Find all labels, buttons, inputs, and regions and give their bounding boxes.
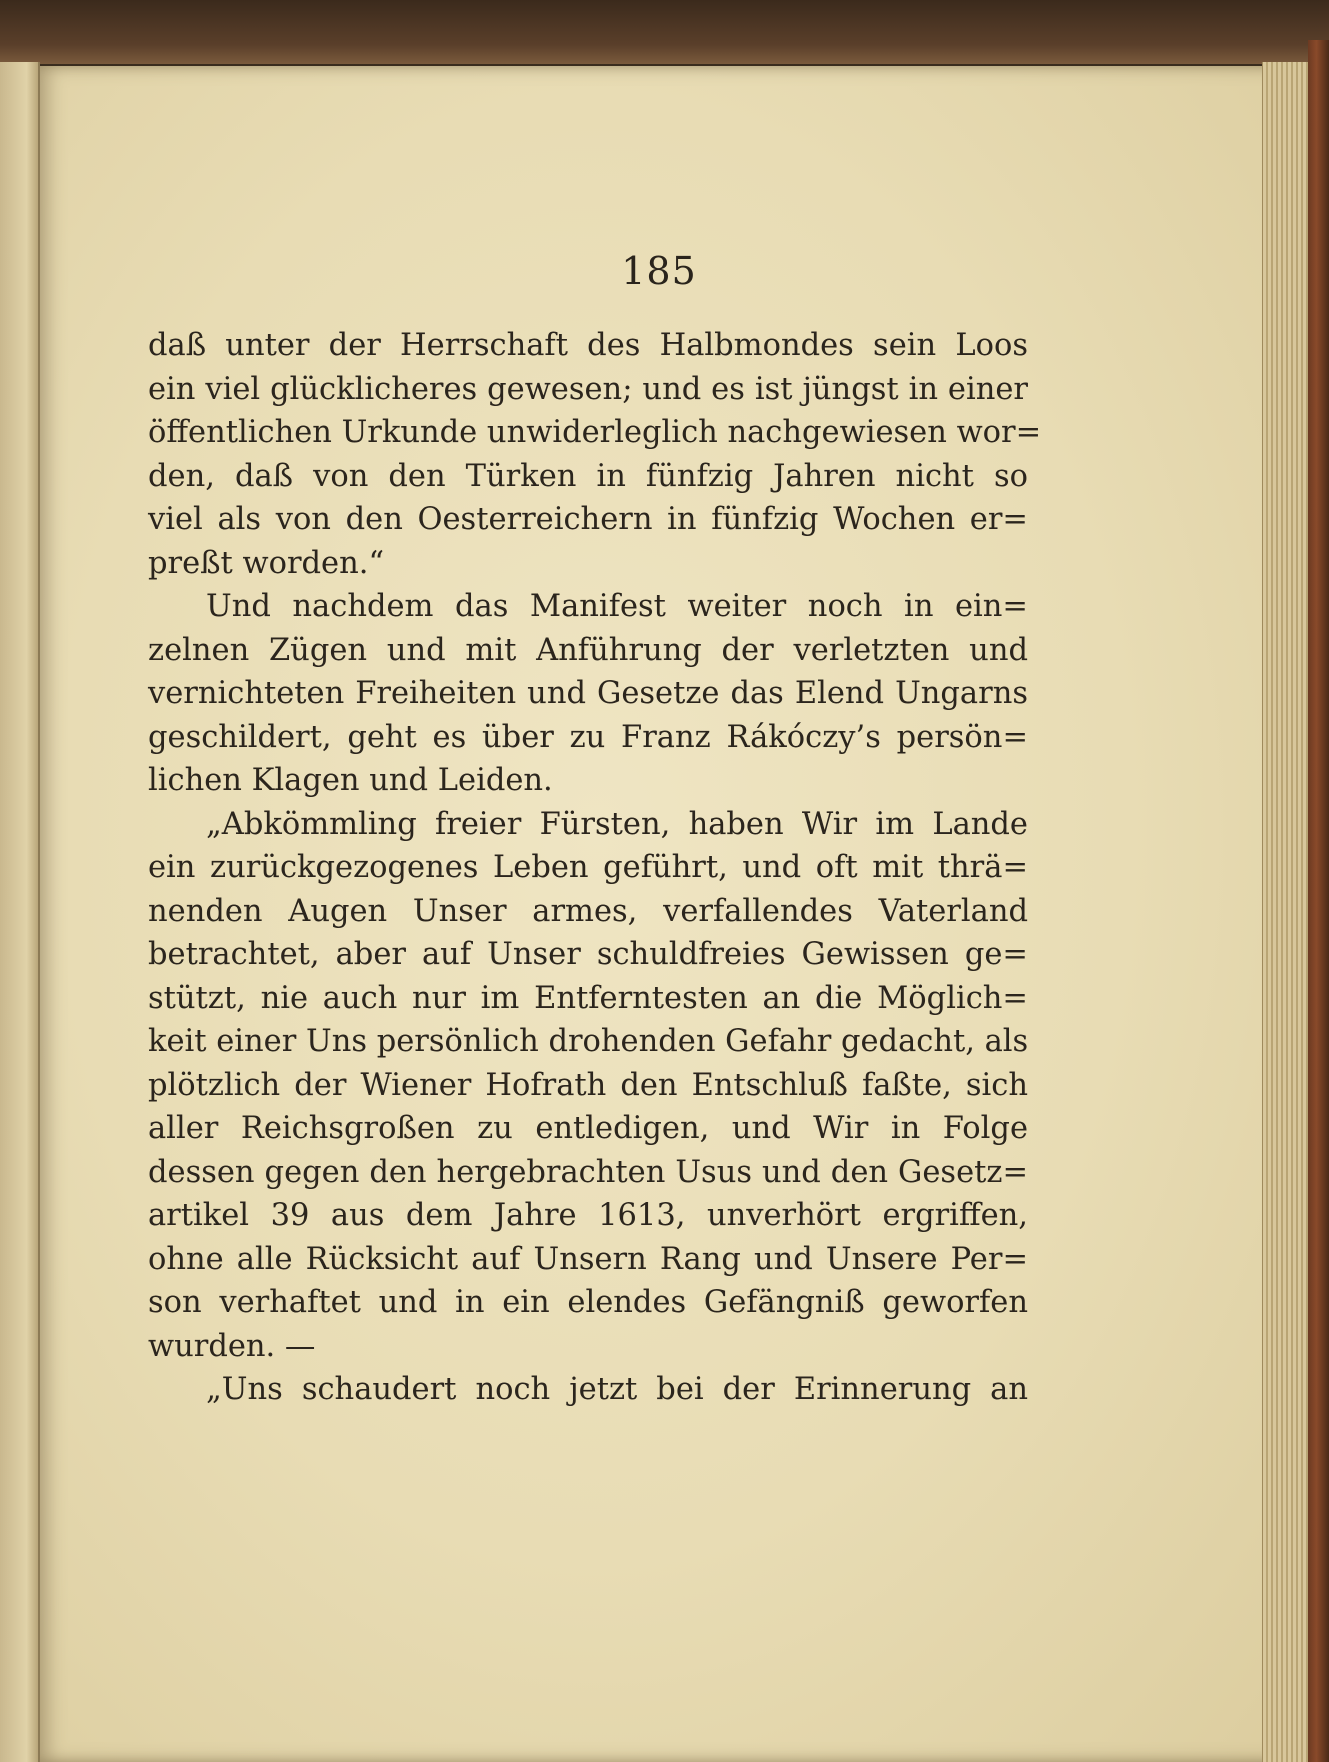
body-text bbox=[148, 324, 1042, 1412]
text-line: son verhaftet und in ein elendes Gefängniß geworfen bbox=[148, 1285, 1028, 1320]
text-line: stützt, nie auch nur im Entferntesten an die Möglich= bbox=[148, 980, 1028, 1016]
text-line: ein zurückgezogenes Leben geführt, und oft mit thrä= bbox=[148, 850, 1028, 885]
text-line: ohne alle Rücksicht auf Unsern Rang und Unsere Per= bbox=[148, 1241, 1028, 1277]
facing-page-edge bbox=[0, 62, 40, 1762]
page-block-edges bbox=[1262, 62, 1311, 1762]
text-line: wurden. — bbox=[148, 1328, 316, 1364]
text-line: viel als von den Oesterreichern in fünfzig Wochen er= bbox=[148, 502, 1028, 537]
text-line: öffentlichen Urkunde unwiderleglich nachgewiesen wor= bbox=[148, 415, 1042, 450]
text-line: nenden Augen Unser armes, verfallendes Vaterland bbox=[148, 893, 1028, 929]
text-line: vernichteten Freiheiten und Gesetze das Elend Ungarns bbox=[148, 676, 1028, 711]
text-line: artikel 39 aus dem Jahre 1613, unverhört ergriffen, bbox=[148, 1198, 1028, 1233]
text-line: aller Reichsgroßen zu entledigen, und Wir in Folge bbox=[148, 1111, 1028, 1146]
book-cover-top bbox=[0, 0, 1329, 64]
text-line: geschildert, geht es über zu Franz Rákóczy’s persön= bbox=[148, 719, 1028, 755]
text-line: plötzlich der Wiener Hofrath den Entschluß faßte, sich bbox=[148, 1067, 1028, 1103]
book-page bbox=[40, 66, 1278, 1762]
text-line: „Uns schaudert noch jetzt bei der Erinnerung an bbox=[206, 1372, 1028, 1407]
text-line: dessen gegen den hergebrachten Usus und den Gesetz= bbox=[148, 1154, 1028, 1190]
text-line: daß unter der Herrschaft des Halbmondes sein Loos bbox=[148, 328, 1028, 363]
text-line: ein viel glücklicheres gewesen; und es ist jüngst in einer bbox=[148, 371, 1028, 407]
text-line: betrachtet, aber auf Unser schuldfreies Gewissen ge= bbox=[148, 937, 1028, 972]
text-line: „Abkömmling freier Fürsten, haben Wir im Lande bbox=[206, 806, 1028, 842]
text-line: preßt worden.“ bbox=[148, 545, 385, 581]
book-cover-edge bbox=[1308, 40, 1329, 1762]
page-number: 185 bbox=[621, 249, 697, 293]
text-line: den, daß von den Türken in fünfzig Jahren nicht so bbox=[148, 458, 1028, 494]
text-line: lichen Klagen und Leiden. bbox=[148, 763, 553, 798]
text-line: zelnen Zügen und mit Anführung der verletzten und bbox=[148, 632, 1028, 668]
text-line: Und nachdem das Manifest weiter noch in ein= bbox=[206, 589, 1028, 624]
text-line: keit einer Uns persönlich drohenden Gefahr gedacht, als bbox=[148, 1024, 1029, 1059]
